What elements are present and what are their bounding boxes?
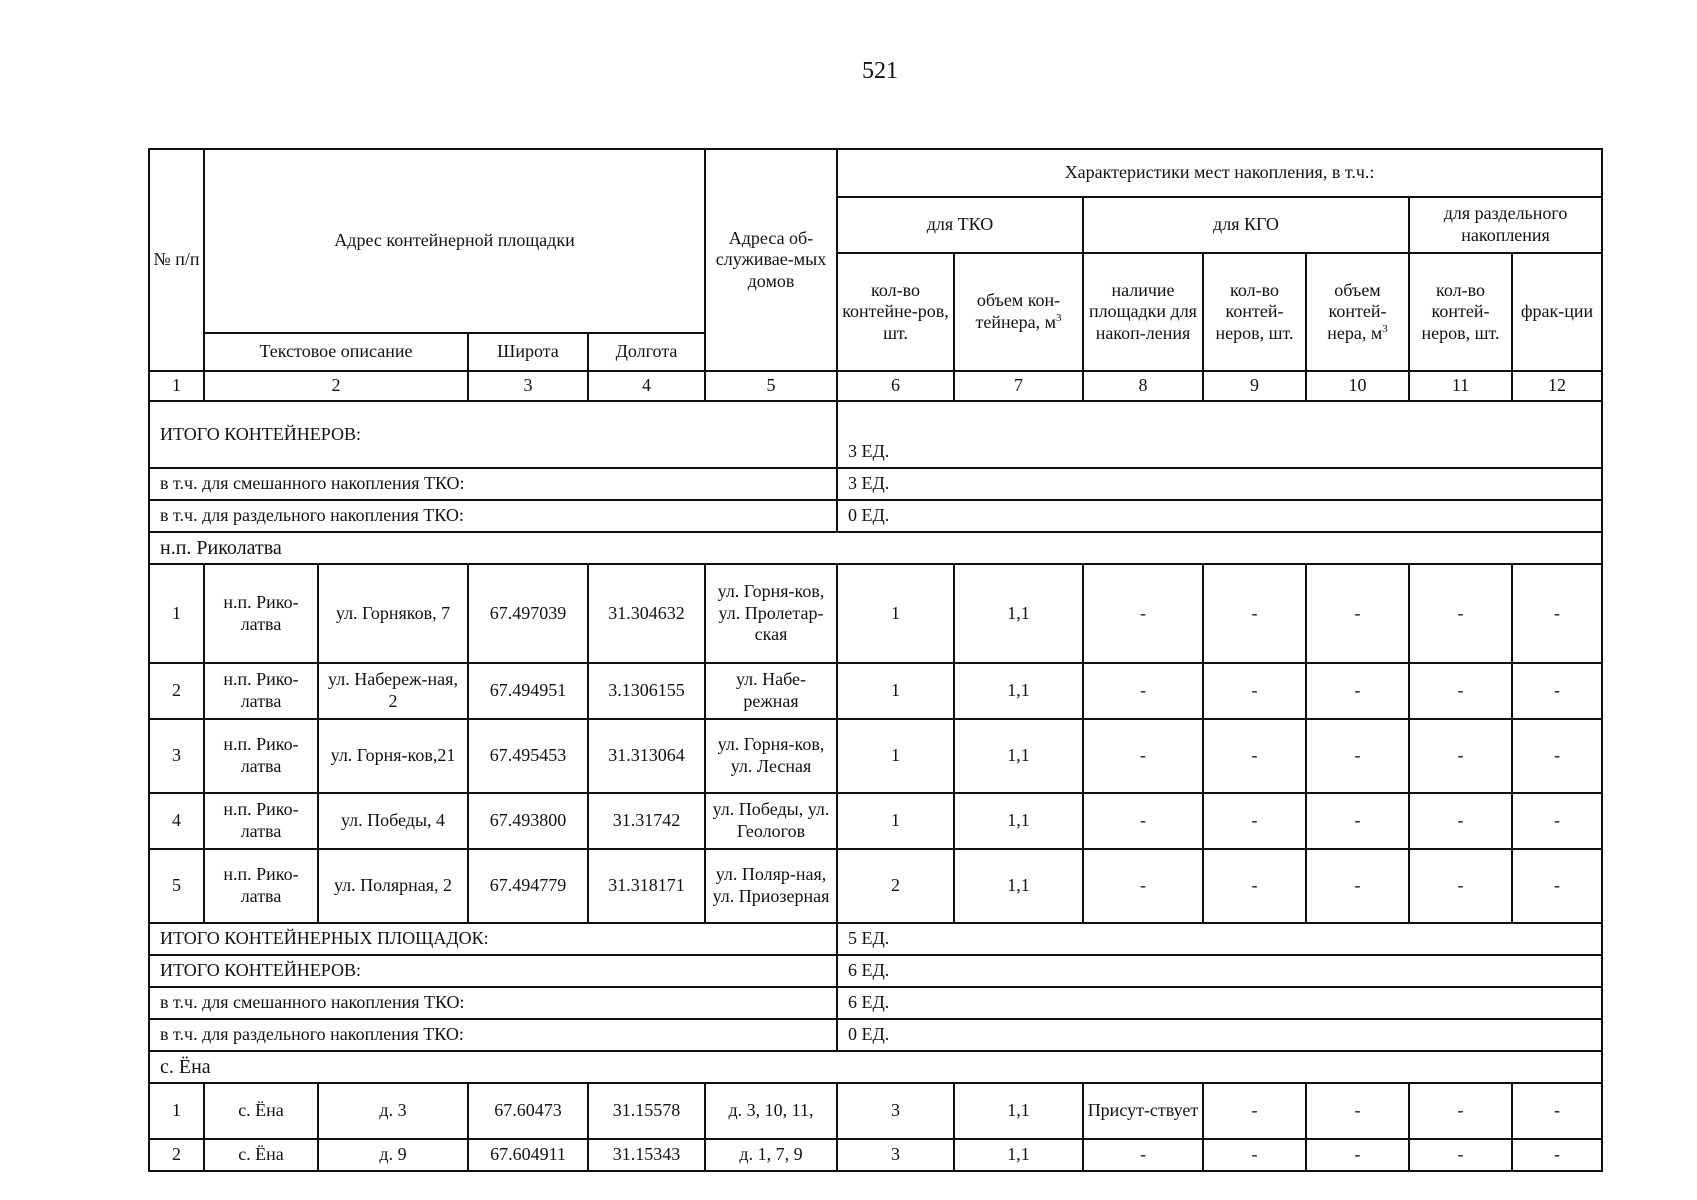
cell-served: ул. Победы, ул. Геологов — [705, 793, 837, 849]
cell-num: 2 — [149, 663, 204, 719]
header-num: № п/п — [149, 149, 204, 371]
header-characteristics: Характеристики мест накопления, в т.ч.: — [837, 149, 1602, 197]
total-label: в т.ч. для смешанного накопления ТКО: — [149, 468, 837, 500]
col-number: 2 — [204, 371, 468, 401]
total-label: ИТОГО КОНТЕЙНЕРОВ: — [149, 955, 837, 987]
total-mixed-row — [149, 468, 1602, 500]
col-number: 10 — [1306, 371, 1409, 401]
total-value: 6 ЕД. — [837, 987, 1602, 1019]
total-label: ИТОГО КОНТЕЙНЕРОВ: — [149, 401, 837, 468]
col-number: 1 — [149, 371, 204, 401]
cell-c6: 1 — [837, 793, 954, 849]
total-label: в т.ч. для раздельного накопления ТКО: — [149, 500, 837, 532]
total-value: 0 ЕД. — [837, 1019, 1602, 1051]
header-c12: фрак-ции — [1512, 253, 1602, 371]
cell-c11: - — [1409, 849, 1512, 923]
header-text-desc: Текстовое описание — [204, 333, 468, 371]
cell-lat: 67.494779 — [468, 849, 588, 923]
cell-lat: 67.495453 — [468, 719, 588, 793]
total-label: в т.ч. для смешанного накопления ТКО: — [149, 987, 837, 1019]
cell-c11: - — [1409, 793, 1512, 849]
cell-c10: - — [1306, 719, 1409, 793]
cell-c6: 3 — [837, 1083, 954, 1139]
column-numbers-row — [149, 371, 1602, 401]
total-value: 3 ЕД. — [837, 468, 1602, 500]
cell-c11: - — [1409, 1083, 1512, 1139]
cell-c7: 1,1 — [954, 849, 1083, 923]
total-sites-row — [149, 923, 1602, 955]
cell-c11: - — [1409, 564, 1512, 663]
cell-c12: - — [1512, 1139, 1602, 1171]
cell-desc: ул. Набереж-ная, 2 — [318, 663, 468, 719]
header-c9: кол-во контей-неров, шт. — [1203, 253, 1306, 371]
cell-num: 4 — [149, 793, 204, 849]
table-row — [149, 1139, 1602, 1171]
cell-lon: 31.15343 — [588, 1139, 705, 1171]
header-c7 — [954, 253, 1083, 371]
col-number: 7 — [954, 371, 1083, 401]
table-row — [149, 849, 1602, 923]
cell-served: д. 3, 10, 11, — [705, 1083, 837, 1139]
cell-c12: - — [1512, 564, 1602, 663]
cell-c10: - — [1306, 1083, 1409, 1139]
total-label: в т.ч. для раздельного накопления ТКО: — [149, 1019, 837, 1051]
cell-lat: 67.493800 — [468, 793, 588, 849]
cell-lon: 31.31742 — [588, 793, 705, 849]
table-row — [149, 793, 1602, 849]
cell-c10: - — [1306, 1139, 1409, 1171]
header-c10-sup: 3 — [1382, 322, 1388, 335]
header-kgo: для КГО — [1083, 197, 1409, 253]
cell-num: 5 — [149, 849, 204, 923]
cell-lat: 67.494951 — [468, 663, 588, 719]
cell-lat: 67.60473 — [468, 1083, 588, 1139]
cell-c11: - — [1409, 663, 1512, 719]
total-containers-row — [149, 955, 1602, 987]
header-row-1 — [149, 149, 1602, 197]
header-c7-text: объем кон-тейнера, м — [975, 290, 1061, 332]
header-separate: для раздельного накопления — [1409, 197, 1602, 253]
cell-c12: - — [1512, 719, 1602, 793]
cell-place: н.п. Рико-латва — [204, 793, 318, 849]
total-separate-row — [149, 500, 1602, 532]
cell-place: с. Ёна — [204, 1083, 318, 1139]
total-containers-row — [149, 401, 1602, 468]
cell-served: ул. Горня-ков, ул. Лесная — [705, 719, 837, 793]
col-number: 9 — [1203, 371, 1306, 401]
total-value: 5 ЕД. — [837, 923, 1602, 955]
cell-c9: - — [1203, 1139, 1306, 1171]
cell-c7: 1,1 — [954, 564, 1083, 663]
col-number: 8 — [1083, 371, 1203, 401]
settlement-name: н.п. Риколатва — [149, 532, 1602, 564]
cell-lon: 31.318171 — [588, 849, 705, 923]
header-c8: наличие площадки для накоп-ления — [1083, 253, 1203, 371]
cell-c8: - — [1083, 793, 1203, 849]
cell-place: н.п. Рико-латва — [204, 663, 318, 719]
cell-c12: - — [1512, 793, 1602, 849]
cell-served: д. 1, 7, 9 — [705, 1139, 837, 1171]
col-number: 3 — [468, 371, 588, 401]
cell-num: 1 — [149, 1083, 204, 1139]
table-row — [149, 564, 1602, 663]
cell-c9: - — [1203, 1083, 1306, 1139]
header-lat: Широта — [468, 333, 588, 371]
total-mixed-row — [149, 987, 1602, 1019]
cell-c7: 1,1 — [954, 1139, 1083, 1171]
cell-lat: 67.497039 — [468, 564, 588, 663]
settlement-name: с. Ёна — [149, 1051, 1602, 1083]
cell-c12: - — [1512, 663, 1602, 719]
cell-c9: - — [1203, 849, 1306, 923]
cell-c8: - — [1083, 849, 1203, 923]
cell-served: ул. Набе-режная — [705, 663, 837, 719]
total-value: 3 ЕД. — [837, 401, 1602, 468]
header-tko: для ТКО — [837, 197, 1083, 253]
header-c6: кол-во контейне-ров, шт. — [837, 253, 954, 371]
header-address: Адрес контейнерной площадки — [204, 149, 705, 333]
cell-c6: 2 — [837, 849, 954, 923]
cell-c7: 1,1 — [954, 1083, 1083, 1139]
cell-lon: 3.1306155 — [588, 663, 705, 719]
cell-c7: 1,1 — [954, 663, 1083, 719]
cell-lat: 67.604911 — [468, 1139, 588, 1171]
cell-desc: ул. Горняков, 7 — [318, 564, 468, 663]
cell-c6: 1 — [837, 564, 954, 663]
col-number: 5 — [705, 371, 837, 401]
cell-c9: - — [1203, 793, 1306, 849]
cell-c8: - — [1083, 663, 1203, 719]
col-number: 11 — [1409, 371, 1512, 401]
table-row — [149, 663, 1602, 719]
cell-desc: ул. Полярная, 2 — [318, 849, 468, 923]
cell-c12: - — [1512, 849, 1602, 923]
col-number: 4 — [588, 371, 705, 401]
cell-c8: - — [1083, 1139, 1203, 1171]
cell-c11: - — [1409, 1139, 1512, 1171]
settlement-row — [149, 1051, 1602, 1083]
header-c10 — [1306, 253, 1409, 371]
cell-c10: - — [1306, 849, 1409, 923]
cell-c10: - — [1306, 564, 1409, 663]
cell-lon: 31.15578 — [588, 1083, 705, 1139]
cell-c8: - — [1083, 564, 1203, 663]
header-c11: кол-во контей-неров, шт. — [1409, 253, 1512, 371]
col-number: 12 — [1512, 371, 1602, 401]
cell-desc: д. 3 — [318, 1083, 468, 1139]
header-c7-sup: 3 — [1056, 312, 1062, 324]
total-value: 0 ЕД. — [837, 500, 1602, 532]
header-served-houses: Адреса об-служивае-мых домов — [705, 149, 837, 371]
cell-place: н.п. Рико-латва — [204, 849, 318, 923]
cell-desc: д. 9 — [318, 1139, 468, 1171]
container-sites-table — [148, 148, 1603, 1172]
cell-lon: 31.313064 — [588, 719, 705, 793]
table-row — [149, 1083, 1602, 1139]
header-lon: Долгота — [588, 333, 705, 371]
cell-c9: - — [1203, 663, 1306, 719]
cell-c10: - — [1306, 793, 1409, 849]
page-number: 521 — [862, 58, 898, 84]
cell-c12: - — [1512, 1083, 1602, 1139]
cell-c9: - — [1203, 564, 1306, 663]
settlement-row — [149, 532, 1602, 564]
cell-c8: - — [1083, 719, 1203, 793]
cell-place: н.п. Рико-латва — [204, 719, 318, 793]
cell-c7: 1,1 — [954, 793, 1083, 849]
total-value: 6 ЕД. — [837, 955, 1602, 987]
cell-c11: - — [1409, 719, 1512, 793]
cell-c7: 1,1 — [954, 719, 1083, 793]
cell-c9: - — [1203, 719, 1306, 793]
cell-served: ул. Поляр-ная, ул. Приозерная — [705, 849, 837, 923]
col-number: 6 — [837, 371, 954, 401]
total-label: ИТОГО КОНТЕЙНЕРНЫХ ПЛОЩАДОК: — [149, 923, 837, 955]
cell-place: с. Ёна — [204, 1139, 318, 1171]
total-separate-row — [149, 1019, 1602, 1051]
cell-lon: 31.304632 — [588, 564, 705, 663]
cell-num: 3 — [149, 719, 204, 793]
cell-c6: 1 — [837, 719, 954, 793]
cell-place: н.п. Рико-латва — [204, 564, 318, 663]
cell-served: ул. Горня-ков, ул. Пролетар-ская — [705, 564, 837, 663]
cell-c6: 3 — [837, 1139, 954, 1171]
cell-desc: ул. Горня-ков,21 — [318, 719, 468, 793]
table-row — [149, 719, 1602, 793]
cell-desc: ул. Победы, 4 — [318, 793, 468, 849]
cell-num: 1 — [149, 564, 204, 663]
cell-c10: - — [1306, 663, 1409, 719]
cell-num: 2 — [149, 1139, 204, 1171]
header-c10-text: объем контей-нера, м — [1327, 279, 1387, 343]
cell-c6: 1 — [837, 663, 954, 719]
cell-c8: Присут-ствует — [1083, 1083, 1203, 1139]
